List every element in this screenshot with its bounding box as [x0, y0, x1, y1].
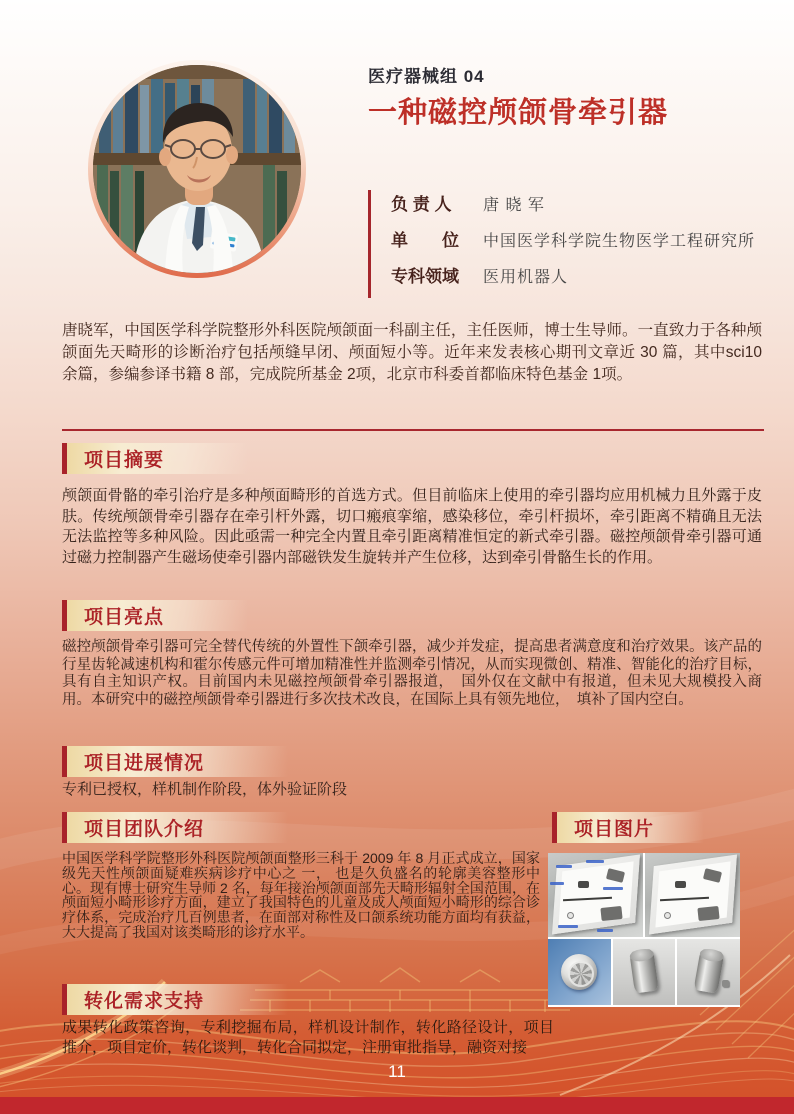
specialty-label: 专科领域 [391, 267, 459, 286]
team-body: 中国医学科学院整形外科医院颅颌面整形三科于 2009 年 8 月正式成立，国家级先天性颅颌面疑难疾病诊疗中心之 一， 也是久负盛名的轮廓美容整形中心。现有博士研究生导师 2 名，每年接治颅颌面部先天畸形辐射全国范围，在颅面短小畸形诊疗方面，建立了我国特色的儿童及成人颅面短小畸形的综合诊疗体系，完成治疗几百例患者，在面部对称性及口颌系统功能方面均有获益，大大提高了我国对该类畸形的诊疗水平。 [62, 850, 540, 940]
section-header-images [552, 812, 704, 843]
section-title-team: 项目团队介绍 [67, 812, 288, 843]
leader-info-block [368, 190, 794, 298]
section-header-team [62, 812, 288, 843]
annotation-mark [586, 860, 604, 863]
building-silhouette [240, 968, 570, 1012]
device-cylinder-photo-2 [677, 939, 740, 1005]
specialty-value: 医用机器人 [483, 269, 569, 286]
doctor-portrait-illustration [93, 65, 301, 273]
unit-value: 中国医学科学院生物医学工程研究所 [483, 233, 756, 250]
section-title-highlights: 项目亮点 [67, 600, 248, 631]
progress-body: 专利已授权，样机制作阶段，体外验证阶段 [62, 781, 348, 798]
device-parts-photos [548, 853, 740, 937]
device-end-view-photo [548, 939, 611, 1005]
portrait-ring [88, 60, 306, 278]
highlights-body: 磁控颅颌骨牵引器可完全替代传统的外置性下颌牵引器，减少并发症，提高患者满意度和治疗效果。该产品的行星齿轮减速机构和霍尔传感元件可增加精准性并监测牵引情况，从而实现微创、精准、智能化的治疗目标，具有自主知识产权。目前国内未见磁控颅颌骨牵引器报道， 国外仅在文献中有报道，但未见大规模投入商用。本研究中的磁控颅颌骨牵引器进行多次技术改良，在国际上具有领先地位， 填补了国内空白。 [62, 639, 762, 708]
annotation-mark [556, 865, 572, 868]
abstract-body: 颅颌面骨骼的牵引治疗是多种颅面畸形的首选方式。但目前临床上使用的牵引器均应用机械力且外露于皮肤。传统颅颌骨牵引器存在牵引杆外露，切口瘢痕挛缩，感染移位，牵引杆损坏，牵引距离不精确且无法无法监控等多种风险。因此亟需一种完全内置且牵引距离精准恒定的新式牵引器。磁控颅颌骨牵引器可通过磁力控制器产生磁场使牵引器内部磁铁发生旋转并产生位移，达到牵引骨骼生长的作用。 [62, 487, 762, 566]
annotation-mark [558, 925, 578, 928]
unit-label: 单 位 [391, 231, 459, 250]
annotation-mark [597, 929, 613, 932]
portrait-photo [93, 65, 301, 273]
page-number: 11 [388, 1062, 406, 1081]
device-parts-photo-plain [645, 853, 740, 937]
section-title-images: 项目图片 [557, 812, 704, 843]
leader-value: 唐 晓 军 [483, 197, 545, 214]
section-header-support [62, 984, 288, 1015]
info-row-unit [391, 226, 794, 251]
device-parts-photo-annotated [548, 853, 643, 937]
leader-label: 负 责 人 [391, 195, 452, 214]
project-image-collage [548, 853, 740, 1007]
bottom-bar [0, 1097, 794, 1114]
section-title-abstract: 项目摘要 [67, 443, 248, 474]
section-divider [62, 429, 764, 431]
info-row-specialty [391, 262, 794, 287]
section-header-progress [62, 746, 288, 777]
page-title: 一种磁控颅颌骨牵引器 [368, 97, 669, 129]
annotation-mark [550, 882, 564, 885]
info-row-leader [391, 190, 794, 215]
device-cylinder-photo-1 [613, 939, 676, 1005]
support-body: 成果转化政策咨询，专利挖掘布局，样机设计制作，转化路径设计，项目推介，项目定价，转化谈判，转化合同拟定，注册审批指导，融资对接 [62, 1019, 554, 1056]
group-label: 医疗器械组 04 [368, 67, 485, 86]
section-header-abstract [62, 443, 248, 474]
annotation-mark [603, 887, 623, 890]
leader-bio: 唐晓军，中国医学科学院整形外科医院颅颌面一科副主任，主任医师，博士生导师。一直致力于各种颅颌面先天畸形的诊断治疗包括颅缝早闭、颅面短小等。近年来发表核心期刊文章近 30 篇，其中sci10 余篇，参编参译书籍 8 部，完成院所基金 2项，北京市科委首都临床特色基金 1项。 [62, 322, 762, 383]
device-detail-photos [548, 939, 740, 1005]
section-title-progress: 项目进展情况 [67, 746, 288, 777]
section-header-highlights [62, 600, 248, 631]
section-title-support: 转化需求支持 [67, 984, 288, 1015]
